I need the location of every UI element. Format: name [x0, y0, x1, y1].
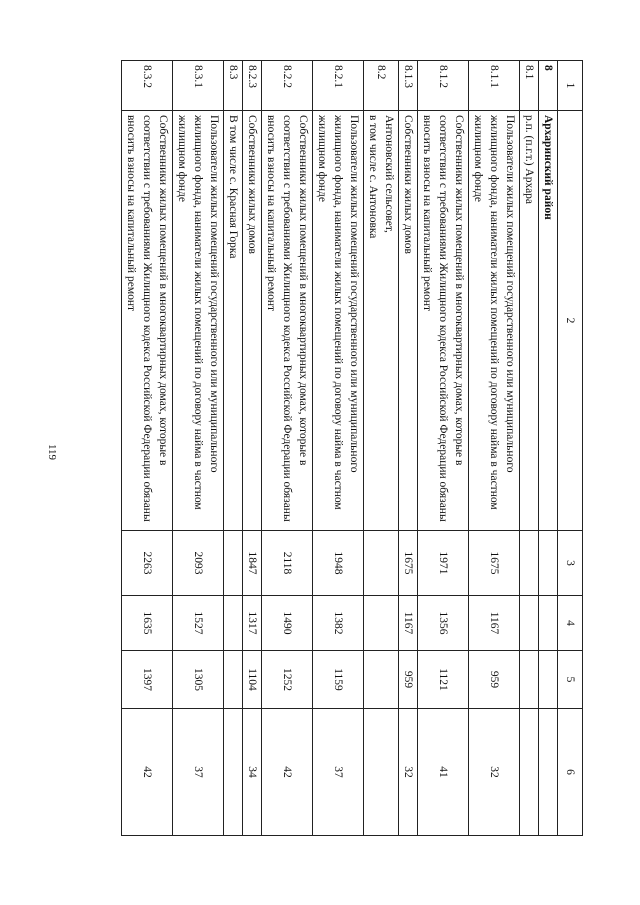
row-value-col3	[539, 531, 558, 596]
row-value-col4: 1356	[418, 596, 469, 651]
row-value-col3: 1971	[418, 531, 469, 596]
row-value-col4: 1317	[243, 596, 262, 651]
row-value-col6	[520, 709, 539, 836]
row-value-col6: 37	[173, 709, 224, 836]
row-code: 8.3	[224, 61, 243, 111]
row-value-col4: 1167	[469, 596, 520, 651]
table-row	[418, 61, 469, 836]
row-name: Пользователи жилых помещений государственного или муниципального жилищного фонда, наниматели жилых помещений по договору найма в частном жилищном фонде	[173, 111, 224, 531]
row-value-col4	[539, 596, 558, 651]
table-row	[469, 61, 520, 836]
row-value-col5: 1252	[262, 651, 313, 709]
row-value-col5: 1121	[418, 651, 469, 709]
row-value-col4: 1527	[173, 596, 224, 651]
row-code: 8.1	[520, 61, 539, 111]
row-code: 8	[539, 61, 558, 111]
row-code: 8.3.1	[173, 61, 224, 111]
row-value-col5: 1104	[243, 651, 262, 709]
row-value-col5	[224, 651, 243, 709]
row-value-col3	[520, 531, 539, 596]
row-value-col3: 1847	[243, 531, 262, 596]
row-value-col6: 34	[243, 709, 262, 836]
tariff-table	[121, 60, 583, 836]
row-name: Собственники жилых помещений в многоквартирных домах, которые в соответствии с требованиями Жилищного кодекса Российской Федерации обязаны вносить взносы на капитальный ремонт	[262, 111, 313, 531]
row-value-col6: 41	[418, 709, 469, 836]
row-value-col5: 1305	[173, 651, 224, 709]
row-value-col4: 1490	[262, 596, 313, 651]
row-value-col6: 37	[313, 709, 364, 836]
row-value-col6: 42	[122, 709, 173, 836]
row-name: Собственники жилых домов	[243, 111, 262, 531]
row-value-col3	[224, 531, 243, 596]
row-code: 8.2.2	[262, 61, 313, 111]
column-header: 5	[558, 651, 583, 709]
row-code: 8.1.2	[418, 61, 469, 111]
row-code: 8.2	[364, 61, 399, 111]
row-code: 8.1.3	[399, 61, 418, 111]
row-value-col6: 32	[399, 709, 418, 836]
column-header: 6	[558, 709, 583, 836]
table-row	[313, 61, 364, 836]
column-header: 3	[558, 531, 583, 596]
row-value-col5	[520, 651, 539, 709]
row-value-col4: 1167	[399, 596, 418, 651]
row-value-col5	[364, 651, 399, 709]
row-value-col3: 1948	[313, 531, 364, 596]
table-row	[520, 61, 539, 836]
row-value-col4	[520, 596, 539, 651]
row-value-col3: 1675	[469, 531, 520, 596]
table-row	[262, 61, 313, 836]
row-code: 8.2.3	[243, 61, 262, 111]
column-header: 2	[558, 111, 583, 531]
row-value-col5: 1159	[313, 651, 364, 709]
row-value-col6	[364, 709, 399, 836]
table-row	[224, 61, 243, 836]
row-name: Антоновский сельсовет, в том числе с. Антоновка	[364, 111, 399, 531]
row-name: Архаринский район	[539, 111, 558, 531]
row-code: 8.3.2	[122, 61, 173, 111]
row-code: 8.2.1	[313, 61, 364, 111]
row-value-col4	[364, 596, 399, 651]
header-row	[558, 61, 583, 836]
row-name: Пользователи жилых помещений государственного или муниципального жилищного фонда, наниматели жилых помещений по договору найма в частном жилищном фонде	[469, 111, 520, 531]
row-code: 8.1.1	[469, 61, 520, 111]
table-row	[122, 61, 173, 836]
row-value-col3	[364, 531, 399, 596]
row-value-col5: 959	[399, 651, 418, 709]
row-value-col5: 1397	[122, 651, 173, 709]
table-row	[399, 61, 418, 836]
row-value-col4: 1635	[122, 596, 173, 651]
row-name: р.п. (п.г.т.) Архара	[520, 111, 539, 531]
row-value-col4: 1382	[313, 596, 364, 651]
row-value-col4	[224, 596, 243, 651]
table-row	[539, 61, 558, 836]
row-name: Собственники жилых помещений в многоквартирных домах, которые в соответствии с требованиями Жилищного кодекса Российской Федерации обязаны вносить взносы на капитальный ремонт	[418, 111, 469, 531]
column-header: 4	[558, 596, 583, 651]
row-value-col3: 2263	[122, 531, 173, 596]
row-name: В том числе с. Красная Горка	[224, 111, 243, 531]
table-row	[243, 61, 262, 836]
row-value-col6: 42	[262, 709, 313, 836]
table-row	[364, 61, 399, 836]
row-value-col5: 959	[469, 651, 520, 709]
row-value-col3: 2118	[262, 531, 313, 596]
rotated-table-container	[121, 60, 583, 835]
row-value-col6	[224, 709, 243, 836]
row-name: Собственники жилых домов	[399, 111, 418, 531]
table-body	[122, 61, 558, 836]
row-value-col5	[539, 651, 558, 709]
row-value-col6: 32	[469, 709, 520, 836]
row-name: Пользователи жилых помещений государственного или муниципального жилищного фонда, наниматели жилых помещений по договору найма в частном жилищном фонде	[313, 111, 364, 531]
row-name: Собственники жилых помещений в многоквартирных домах, которые в соответствии с требованиями Жилищного кодекса Российской Федерации обязаны вносить взносы на капитальный ремонт	[122, 111, 173, 531]
row-value-col3: 2093	[173, 531, 224, 596]
column-header: 1	[558, 61, 583, 111]
page-number: 119	[46, 443, 58, 461]
table-row	[173, 61, 224, 836]
row-value-col6	[539, 709, 558, 836]
row-value-col3: 1675	[399, 531, 418, 596]
